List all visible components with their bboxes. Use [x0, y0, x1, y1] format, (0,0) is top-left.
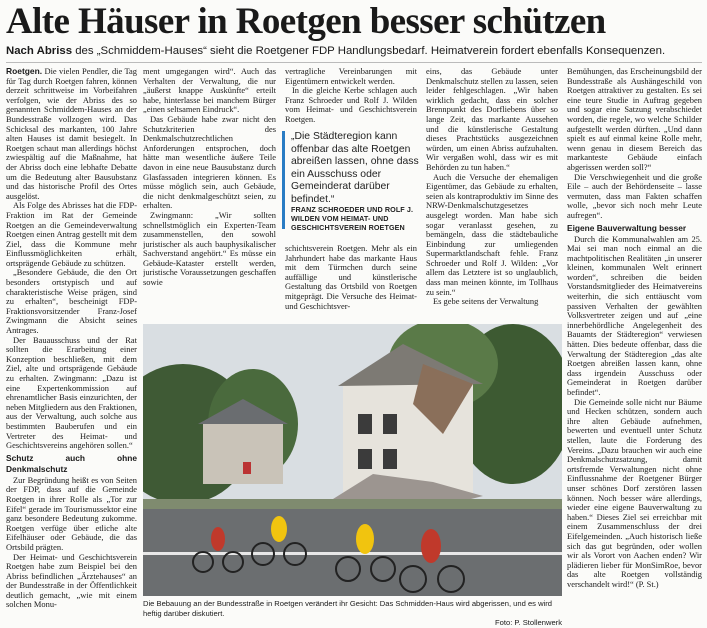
paragraph: Auch die Versuche der ehemaligen Eigentümer, das Gebäude zu erhalten, seien als kontraproduktiv im Sinne des NRW-Denkmalschutzgesetzes ausgelegt worden. Man habe sich sogar veranlasst gesehen, zu bemängeln, dass die städtebauliche Einbindung zur umliegenden Supermarktlandschaft fehle. Franz Schroeder und Rolf J. Wilden: „Vor allem das Letztere ist so unglaublich, dass man meinen könnte, im Tollhaus zu sein.“	[426, 171, 558, 297]
subheadline-lead: Nach Abriss	[6, 45, 73, 57]
dateline: Roetgen.	[6, 67, 43, 76]
paragraph: Es gebe seitens der Verwaltung	[433, 296, 539, 307]
paragraph-text: Die vielen Pendler, die Tag für Tag durch Roetgen fahren, können derzeit schrittweise im Vorbeifahren verfolgen, wie der Abriss des so genannten Schmiddem-Hauses an der Bundesstraße vollzogen wird. Das Schicksal des markanten, 100 Jahre alten Hauses ist damit besiegelt. In Roetgen schaut man allerdings höchst zwiespältig auf die Maßnahme, hat der Abriss doch eine lebhafte Debatte um die Bedeutung alter Bausubstanz und das historische Profil des Ortes ausgelöst.	[6, 67, 137, 201]
paragraph: Durch die Kommunalwahlen am 25. Mai sei man noch einmal an die machtpolitischen Realitäten „in unserer kleinen, kommunalen Welt erinnert worden“, schreiben die beiden Vorstandsmitglieder des Heimatvereins weiterhin, die sich enttäuscht vom passiven Verhalten der gewählten Volksvertreter zeigen und auf „eine innerbehördliche Angelegenheit des Bauamts der Städteregion“ verwiesen hätten. Dies bedeute offenbar, dass die Verwaltung der Städteregion „das alte Roetgen abreißen lassen kann, ohne dass irgendein Ausschuss oder Gemeinderat in Roetgen darüber befindet“.	[567, 233, 702, 397]
section-subhead: Eigene Bauverwaltung besser	[567, 222, 687, 233]
article-column-5	[567, 67, 702, 623]
paragraph: Als Folge des Abrisses hat die FDP-Fraktion im Rat der Gemeinde Roetgen an die Gemeindeverwaltung Roetgen einen Antrag gestellt mit dem Ziel, dass die Kommune mehr Einflussmöglichkeiten erhält, ortsprägende Gebäude zu schützen.	[6, 200, 137, 268]
pull-quote-text: „Die Städteregion kann offenbar das alte Roetgen abreißen lassen, ohne dass ein Ausschuss oder Gemeinderat darüber befindet.“	[291, 131, 419, 205]
article-column-2	[143, 67, 276, 295]
window	[358, 449, 372, 469]
article-column-3	[285, 67, 417, 125]
section-subhead: Schutz auch ohne Denkmalschutz	[6, 452, 137, 474]
headline: Alte Häuser in Roetgen besser schützen	[6, 1, 606, 42]
pull-quote	[282, 131, 420, 239]
verge	[143, 499, 562, 509]
photo-caption	[143, 599, 562, 628]
article-photo	[143, 324, 562, 596]
building-left	[203, 424, 283, 484]
paragraph: Zwingmann: „Wir sollten schnellstmöglich ein Experten-Team zusammenstellen, den sowohl juristischer als auch bauphysikalischer Sachverstand angehört.“ Es müsse ein Gebäude-Kataster erstellt werden, juristische Voraussetzungen geschaffen sowie	[143, 209, 276, 288]
paragraph: vertragliche Vereinbarungen mit Eigentümern entwickelt werden.	[285, 67, 417, 86]
caption-text: Die Bebauung an der Bundesstraße in Roetgen verändert ihr Gesicht: Das Schmidden-Haus wird abgerissen, und es wird heftig darüber diskutiert.	[143, 599, 553, 618]
cyclist	[421, 529, 441, 563]
paragraph: Die Verschwiegenheit und die große Eile – auch der Behördenseite – lasse vermuten, dass man Fakten schaffen wolle, „bevor sich noch mehr Leute aufregen“.	[567, 171, 702, 220]
window	[358, 414, 372, 434]
photo-scene	[143, 324, 562, 596]
paragraph: schichtsverein Roetgen. Mehr als ein Jahrhundert habe das markante Haus mit dem Türmchen durch seine auffällige und künstlerische Gestaltung das Ortsbild von Roetgen mitgeprägt. Die Versuche des Heimat- und Geschichtsver-	[285, 244, 417, 311]
paragraph: Das Gebäude habe zwar nicht den Schutzkriterien des Denkmalschutzrechtlichen Anforderungen entsprochen, doch hätte man wesentliche äußere Teile davon in eine neue Bausubstanz durch Glasfassaden integrieren können. Es müsse möglich sein, auch Gebäude, die nicht denkmalgeschützt seien, zu erhalten.	[143, 113, 276, 211]
pull-quote-attribution: FRANZ SCHROEDER UND ROLF J. WILDEN VOM HEIMAT- UND GESCHICHTSVEREIN ROETGEN	[291, 205, 414, 232]
subheadline	[6, 44, 706, 58]
paragraph	[6, 67, 137, 201]
paragraph: eins, das Gebäude unter Denkmalschutz stellen zu lassen, seien leider fehlgeschlagen. „Wir haben wirklich gedacht, dass ein solcher Brennpunkt des Dorfliebens über so lange Zeit, das markante Aussehen und die künstlerische Gestaltung dieses Prachtstücks ausgezeichnen würden, um einen Abriss aufzuhalten. Wir vergaßen wohl, dass wir es mit Behörden zu tun haben.“	[426, 67, 558, 172]
header-rule	[6, 62, 702, 63]
window	[383, 449, 397, 469]
paragraph: Die Gemeinde solle nicht nur Bäume und Hecken schützen, sondern auch ihre alten Gebäude aufnehmen, bewerten und eventuell unter Schutz stellen, laute die Forderung des Vereins. „Dazu brauchen wir auch eine Denkmalschutzsatzung, damit ortsfremde Verwaltungen nicht ohne Einflussnahme der Roetgener Bürger unser schönes Dorf zerstören lassen können. Noch besser wäre allerdings, wieder eine eigene Bauverwaltung zu haben.“ Dieses Ziel sei erreichbar mit einem Zusammenschluss der drei Eifelgemeinden. „Auch historisch ließe sich das gut begründen, oder wollen wir als Vorort von Aachen enden? Wir plädieren lieber für MonSimRoe, bevor das alte Roetgen vollständig verschandelt wird!“ (P. St.)	[567, 396, 702, 589]
sign-red	[243, 462, 251, 474]
paragraph: Bemühungen, das Erscheinungsbild der Bundesstraße als Aushängeschild von Roetgen attraktiver zu gestalten. Es sei eine teure Studie in Auftrag gegeben und sogar eine Satzung verabschiedet worden, die regele, wo welche Schilder aufgestellt werden dürften. „Und dann spielt es auf einmal keine Rolle mehr, wenn genau in diesem Bereich das markanteste Gebäude einfach abgerissen werden soll?“	[567, 67, 702, 172]
cyclist	[271, 516, 287, 542]
window	[383, 414, 397, 434]
paragraph: „Besondere Gebäude, die den Ort besonders ortstypisch und auf charakteristische Weise prägen, sind zu erhalten“, bescheinigt FDP-Fraktionsvorsitzender Franz-Josef Zwingmann die Absicht seines Antrages.	[6, 267, 137, 336]
article-column-3-lower	[285, 244, 417, 321]
paragraph: Zur Begründung heißt es von Seiten der FDP, dass auf die Gemeinde Roetgen in ihrer Rolle als „Tor zur Eifel“ gerade im Tourismussektor eine ganz besondere Bedeutung zukomme. Roetgen verfüge über etliche alte Eifelhäuser oder Gebäude, die das Ortsbild prägten.	[6, 474, 137, 552]
paragraph: Der Bauausschuss und der Rat sollten die Erarbeitung einer Konzeption beschließen, mit dem Ziel, alte und ortsprägende Gebäude zu erhalten. Zwingmann: „Dazu ist eine Expertenkommission auf ehrenamtlicher Basis einzurichten, der neben Mitgliedern aus den Fraktionen, aus der Verwaltung, auch solche aus bestimmten Bauberufen und ein Vertreter des Heimat- und Geschichtsvereins angehören sollen.“	[6, 334, 137, 451]
subheadline-text: des „Schmiddem-Hauses“ sieht die Roetgener FDP Handlungsbedarf. Heimatverein fordert ebenfalls Konsequenzen.	[75, 45, 666, 57]
paragraph: In die gleiche Kerbe schlagen auch Franz Schroeder und Rolf J. Wilden vom Heimat- und Geschichtsverein Roetgen.	[285, 85, 417, 124]
paragraph: Der Heimat- und Geschichtsverein Roetgen habe zum Beispiel bei den Abriss befindlichen „Ärztehauses“ an der Bundesstraße in der Öffentlichkeit deutlich gemacht, „wie mit einem solchen Monu-	[6, 551, 137, 610]
photo-credit: Foto: P. Stollenwerk	[495, 618, 562, 627]
paragraph: ment umgegangen wird“. Auch das Verhalten der Verwaltung, die nur „äußerst knappe Auskünfte“ erteilt habe, hinterlasse bei manchem Bürger „einen seltsamen Eindruck“.	[143, 67, 276, 115]
article-column-1	[6, 67, 137, 623]
cyclist	[356, 524, 374, 554]
article-column-4	[426, 67, 558, 328]
cyclist	[211, 527, 225, 551]
pull-quote-bar	[282, 131, 285, 229]
